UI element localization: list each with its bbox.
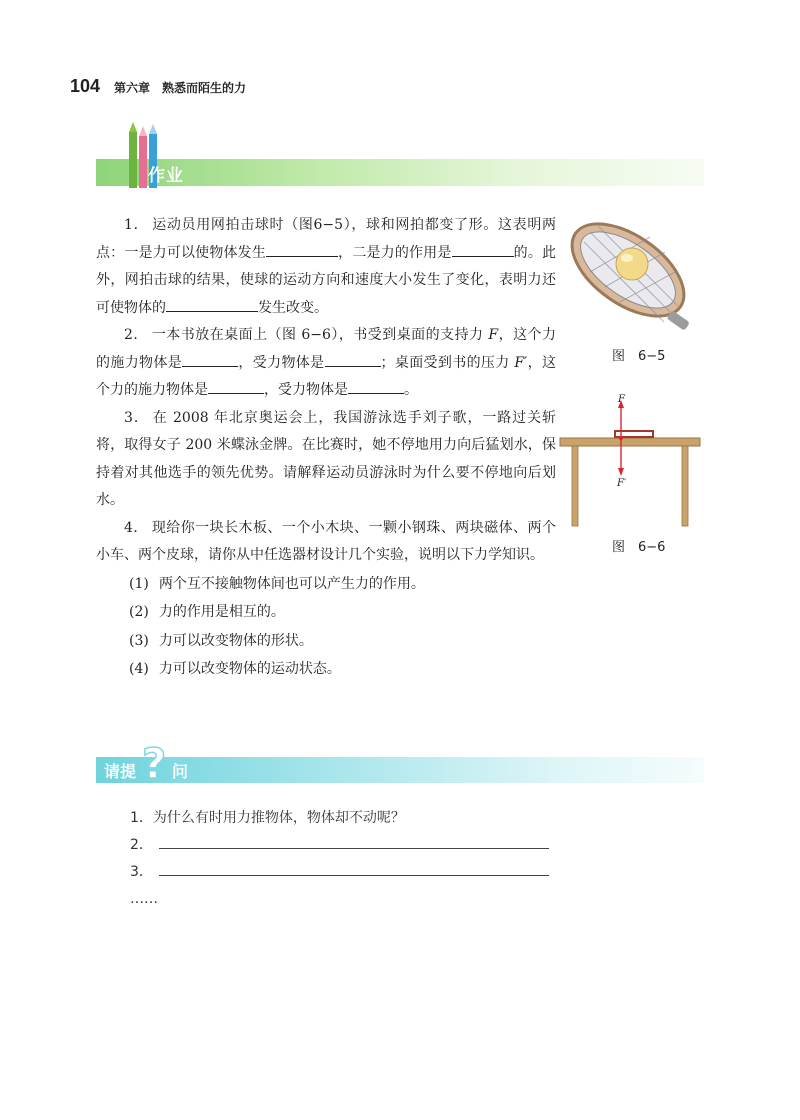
list-item: (3) 力可以改变物体的形状。 bbox=[129, 632, 313, 649]
chapter-title: 第六章 熟悉而陌生的力 bbox=[114, 81, 247, 95]
ask-title-suffix: 问 bbox=[172, 762, 189, 781]
ask-questions bbox=[130, 805, 560, 913]
answer-line[interactable] bbox=[159, 861, 549, 876]
figure-caption: 图 6−6 bbox=[612, 540, 666, 555]
ask-question-3: 3． bbox=[130, 859, 560, 886]
answer-blank[interactable] bbox=[348, 379, 404, 394]
page-number: 104 bbox=[70, 76, 101, 96]
svg-text:?: ? bbox=[142, 740, 167, 788]
question-2: 2． 一本书放在桌面上（图 6−6），书受到桌面的支持力 F，这个力的施力物体是 ，受力物体是 ；桌面受到书的压力 F′，这个力的施力物体是 ，受力物体是 。 bbox=[96, 327, 557, 398]
question-mark-icon bbox=[140, 740, 174, 788]
answer-blank[interactable] bbox=[452, 242, 514, 257]
list-item: (4) 力可以改变物体的运动状态。 bbox=[129, 661, 341, 677]
force-label-f: F bbox=[618, 394, 625, 405]
ask-question-1: 1．为什么有时用力推物体，物体却不动呢？ bbox=[130, 810, 405, 826]
figure-6-5-racket bbox=[560, 212, 700, 337]
answer-blank[interactable] bbox=[182, 352, 238, 367]
answer-blank[interactable] bbox=[208, 379, 264, 394]
figure-caption: 图 6−5 bbox=[612, 349, 666, 364]
force-label-f-prime: F′ bbox=[617, 478, 627, 489]
homework-banner bbox=[96, 159, 704, 186]
answer-blank[interactable] bbox=[166, 297, 258, 312]
question-1: 1． 运动员用网拍击球时（图6−5），球和网拍都变了形。这表明两点：一是力可以使物体发生 ，二是力的作用是 的。此外，网拍击球的结果，使球的运动方向和速度大小发生了变化，表明力还可使物体的 发生改变。 bbox=[96, 217, 557, 316]
answer-line[interactable] bbox=[159, 834, 549, 849]
ask-title: 请提 bbox=[104, 762, 137, 781]
list-item: (1) 两个互不接触物体间也可以产生力的作用。 bbox=[129, 575, 425, 592]
answer-blank[interactable] bbox=[325, 352, 381, 367]
page-header bbox=[70, 76, 246, 100]
ellipsis: …… bbox=[130, 891, 158, 907]
question-4: 4． 现给你一块长木板、一个小木块、一颗小钢珠、两块磁体、两个小车、两个皮球，请你从中任选器材设计几个实验，说明以下力学知识。 bbox=[96, 519, 556, 563]
figure-6-6-table bbox=[558, 390, 708, 530]
list-item: (2) 力的作用是相互的。 bbox=[129, 604, 285, 620]
question-3: 3． 在 2008 年北京奥运会上，我国游泳选手刘子歌，一路过关斩将，取得女子 200 米蝶泳金牌。在比赛时，她不停地用力向后猛划水，保持着对其他选手的领先优势。请解释运动员游泳时为什么要不停地向后划水。 bbox=[96, 409, 556, 508]
homework-content bbox=[96, 212, 556, 684]
homework-title: 作业 bbox=[148, 166, 184, 186]
ask-question-2: 2． bbox=[130, 832, 560, 859]
answer-blank[interactable] bbox=[266, 242, 338, 257]
